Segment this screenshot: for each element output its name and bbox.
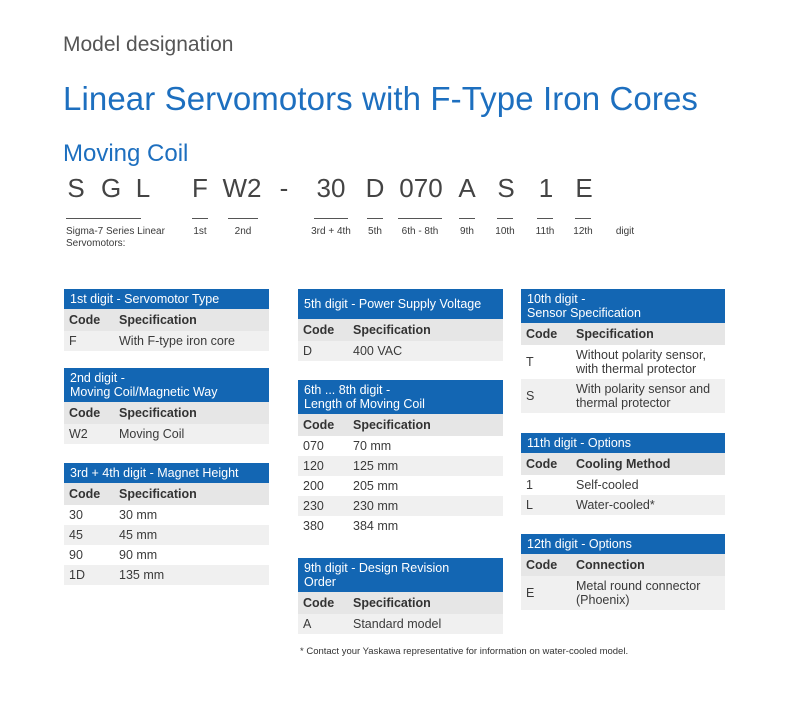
row-code: D — [303, 344, 313, 358]
title-line-1: 10th digit - — [527, 292, 586, 306]
label-2nd: 2nd — [234, 226, 252, 237]
table-6th8th-digit-title — [298, 380, 503, 414]
row-code: 30 — [69, 508, 83, 522]
row-spec: Moving Coil — [119, 427, 185, 441]
code-char-l: L — [135, 173, 151, 203]
table-row — [298, 341, 503, 361]
underline-10th — [497, 218, 513, 219]
title-line-2: Length of Moving Coil — [304, 397, 425, 411]
table-row — [521, 495, 725, 515]
label-11th: 11th — [535, 226, 555, 237]
title-line-2: Moving Coil/Magnetic Way — [70, 385, 218, 399]
row-spec — [576, 579, 720, 607]
title-line-1: 9th digit - Design Revision — [304, 561, 450, 575]
code-char-1: 1 — [538, 173, 554, 203]
table-6th8th-digit — [298, 380, 503, 536]
label-digit: digit — [615, 226, 635, 237]
underline-series — [66, 218, 141, 219]
table-row — [298, 456, 503, 476]
table-header-row — [521, 453, 725, 475]
table-header-row — [521, 554, 725, 576]
code-char-a: A — [458, 173, 476, 203]
spec-line-2: (Phoenix) — [576, 593, 630, 607]
row-spec — [576, 348, 720, 376]
code-char-g: G — [101, 173, 122, 203]
label-series: Sigma-7 Series Linear Servomotors: — [66, 226, 165, 249]
col-spec-header: Connection — [576, 558, 645, 572]
row-code: 45 — [69, 528, 83, 542]
table-2nd-digit-title — [64, 368, 269, 402]
row-code: 230 — [303, 499, 324, 513]
table-row — [298, 476, 503, 496]
table-9th-digit — [298, 558, 503, 634]
label-3rd4th: 3rd + 4th — [311, 226, 351, 237]
table-header-row — [298, 414, 503, 436]
code-char-w2: W2 — [222, 173, 262, 203]
table-11th-digit-title: 11th digit - Options — [521, 433, 725, 453]
table-10th-digit — [521, 289, 725, 413]
table-10th-digit-title — [521, 289, 725, 323]
title-line-2: Order — [304, 575, 336, 589]
row-spec: Water-cooled* — [576, 498, 655, 512]
table-row — [298, 436, 503, 456]
table-1st-digit — [64, 289, 269, 351]
row-code: 120 — [303, 459, 324, 473]
code-char-30: 30 — [316, 173, 346, 203]
code-char-s2: S — [497, 173, 515, 203]
col-spec-header: Cooling Method — [576, 457, 671, 471]
col-spec-header: Specification — [119, 406, 197, 420]
underline-11th — [537, 218, 553, 219]
table-header-row — [64, 402, 269, 424]
row-code: A — [303, 617, 312, 631]
col-code-header: Code — [69, 313, 101, 327]
label-12th: 12th — [573, 226, 593, 237]
table-row — [64, 525, 269, 545]
label-6th8th: 6th - 8th — [401, 226, 439, 237]
table-row — [64, 505, 269, 525]
col-code-header: Code — [526, 327, 558, 341]
spec-line-2: with thermal protector — [576, 362, 697, 376]
col-code-header: Code — [526, 558, 558, 572]
code-char-f: F — [192, 173, 208, 203]
table-12th-digit-title: 12th digit - Options — [521, 534, 725, 554]
table-header-row — [521, 323, 725, 345]
table-header-row — [64, 483, 269, 505]
table-3rd4th-digit — [64, 463, 269, 585]
table-12th-digit — [521, 534, 725, 610]
spec-line-1: Metal round connector — [576, 579, 701, 593]
col-spec-header: Specification — [119, 313, 197, 327]
row-code: 070 — [303, 439, 324, 453]
table-header-row — [298, 319, 503, 341]
row-spec: 205 mm — [353, 479, 399, 493]
code-char-dash: - — [279, 173, 289, 203]
table-row — [298, 516, 503, 536]
row-code: L — [526, 498, 533, 512]
page-subtitle: Moving Coil — [63, 140, 189, 167]
table-header-row — [298, 592, 503, 614]
table-5th-digit-title: 5th digit - Power Supply Voltage — [298, 289, 503, 319]
table-row — [64, 565, 269, 585]
col-spec-header: Specification — [353, 418, 431, 432]
col-spec-header: Specification — [576, 327, 654, 341]
col-code-header: Code — [303, 323, 335, 337]
table-5th-digit — [298, 289, 503, 361]
row-spec: 125 mm — [353, 459, 399, 473]
row-spec — [576, 382, 720, 410]
spec-line-2: thermal protector — [576, 396, 671, 410]
spec-line-1: Without polarity sensor, — [576, 348, 706, 362]
table-row — [298, 614, 503, 634]
footnote: * Contact your Yaskawa representative for information on water-cooled model. — [300, 646, 629, 657]
table-row — [298, 496, 503, 516]
spec-line-1: With polarity sensor and — [576, 382, 711, 396]
pre-title: Model designation — [63, 33, 234, 56]
col-code-header: Code — [526, 457, 558, 471]
title-line-1: 6th ... 8th digit - — [304, 383, 391, 397]
col-code-header: Code — [303, 596, 335, 610]
col-spec-header: Specification — [353, 596, 431, 610]
col-spec-header: Specification — [119, 487, 197, 501]
row-spec: 30 mm — [119, 508, 158, 522]
row-code: W2 — [69, 427, 88, 441]
row-spec: With F-type iron core — [119, 334, 236, 348]
row-code: S — [526, 389, 535, 403]
page-title: Linear Servomotors with F-Type Iron Cores — [63, 80, 698, 117]
table-3rd4th-digit-title: 3rd + 4th digit - Magnet Height — [64, 463, 269, 483]
row-spec: 400 VAC — [353, 344, 403, 358]
row-spec: 135 mm — [119, 568, 165, 582]
underline-3rd4th — [314, 218, 348, 219]
underline-1st — [192, 218, 208, 219]
row-code: F — [69, 334, 77, 348]
col-code-header: Code — [69, 406, 101, 420]
row-spec: 90 mm — [119, 548, 158, 562]
row-code: E — [526, 586, 535, 600]
label-10th: 10th — [495, 226, 515, 237]
underline-6th8th — [398, 218, 442, 219]
row-code: 1D — [69, 568, 85, 582]
row-spec: 384 mm — [353, 519, 399, 533]
table-9th-digit-title — [298, 558, 503, 592]
table-row — [521, 576, 725, 610]
row-spec: 230 mm — [353, 499, 399, 513]
code-char-070: 070 — [399, 173, 443, 203]
underline-9th — [459, 218, 475, 219]
row-spec: 45 mm — [119, 528, 158, 542]
label-9th: 9th — [460, 226, 474, 237]
underline-2nd — [228, 218, 258, 219]
underline-12th — [575, 218, 591, 219]
table-row — [521, 379, 725, 413]
title-line-1: 2nd digit - — [70, 371, 125, 385]
code-char-d: D — [365, 173, 385, 203]
table-2nd-digit — [64, 368, 269, 444]
underline-5th — [367, 218, 383, 219]
title-line-2: Sensor Specification — [527, 306, 641, 320]
row-code: 90 — [69, 548, 83, 562]
label-5th: 5th — [368, 226, 382, 237]
table-row — [64, 545, 269, 565]
table-11th-digit — [521, 433, 725, 515]
row-code: T — [526, 355, 534, 369]
code-char-e: E — [575, 173, 593, 203]
table-row — [521, 345, 725, 379]
row-spec: Self-cooled — [576, 478, 639, 492]
row-spec: Standard model — [353, 617, 442, 631]
table-header-row — [64, 309, 269, 331]
label-1st: 1st — [193, 226, 207, 237]
col-code-header: Code — [69, 487, 101, 501]
table-row — [521, 475, 725, 495]
col-code-header: Code — [303, 418, 335, 432]
code-char-s: S — [67, 173, 85, 203]
table-row — [64, 424, 269, 444]
row-code: 380 — [303, 519, 324, 533]
table-1st-digit-title: 1st digit - Servomotor Type — [64, 289, 269, 309]
row-code: 200 — [303, 479, 324, 493]
col-spec-header: Specification — [353, 323, 431, 337]
table-row — [64, 331, 269, 351]
row-spec: 70 mm — [353, 439, 392, 453]
row-code: 1 — [526, 478, 533, 492]
